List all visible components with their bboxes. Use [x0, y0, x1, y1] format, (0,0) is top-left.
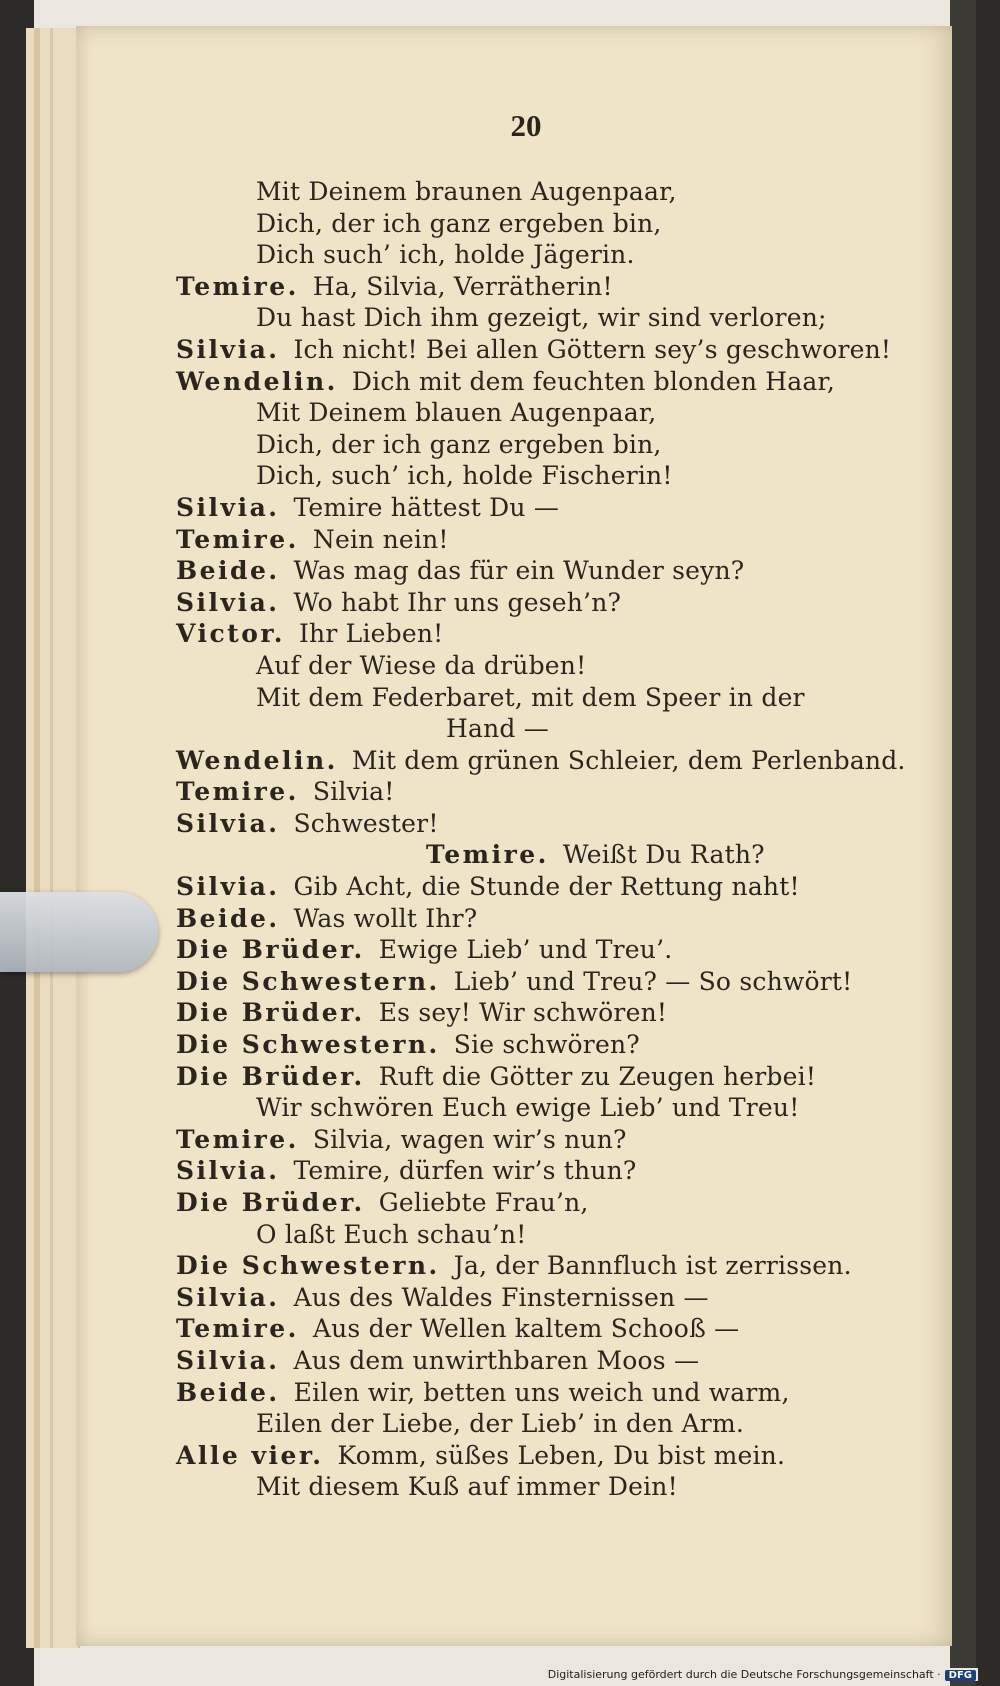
speaker-name: Alle vier. — [176, 1440, 324, 1470]
verse-text: Ihr Lieben! — [298, 619, 444, 649]
speaker-name: Temire. — [426, 840, 549, 870]
scan-background-far-right — [976, 0, 1000, 1686]
verse-text: Auf der Wiese da drüben! — [256, 650, 587, 680]
dialogue-text — [176, 176, 906, 1503]
text-line — [176, 1155, 906, 1187]
text-line — [176, 239, 906, 271]
text-line — [176, 1440, 906, 1472]
speaker-name: Die Brüder. — [176, 935, 365, 965]
text-line — [176, 1250, 906, 1282]
text-line — [176, 587, 906, 619]
verse-text: Mit dem Federbaret, mit dem Speer in der — [256, 682, 805, 712]
text-line — [176, 1061, 906, 1093]
text-line — [176, 871, 906, 903]
verse-text: Ha, Silvia, Verrätherin! — [312, 271, 613, 301]
verse-text: Dich, der ich ganz ergeben bin, — [256, 208, 662, 238]
speaker-name: Wendelin. — [176, 366, 338, 396]
text-line — [176, 745, 906, 777]
page-holder-tab — [0, 892, 158, 972]
verse-text: Wir schwören Euch ewige Lieb’ und Treu! — [256, 1093, 800, 1123]
verse-text: Mit Deinem blauen Augenpaar, — [256, 398, 657, 428]
text-line — [176, 997, 906, 1029]
text-line — [176, 397, 906, 429]
text-line — [176, 334, 906, 366]
speaker-name: Silvia. — [176, 872, 280, 902]
verse-text: Nein nein! — [312, 524, 449, 554]
text-line — [176, 1471, 906, 1503]
text-line — [176, 1219, 906, 1251]
text-line — [176, 1345, 906, 1377]
verse-text: Aus des Waldes Finsternissen — — [293, 1282, 709, 1312]
page-number: 20 — [510, 108, 542, 143]
speaker-name: Silvia. — [176, 334, 280, 364]
verse-text: Was mag das für ein Wunder seyn? — [293, 556, 745, 586]
speaker-name: Silvia. — [176, 1345, 280, 1375]
footer-credit — [546, 1668, 978, 1681]
speaker-name: Temire. — [176, 524, 299, 554]
speaker-name: Beide. — [176, 903, 280, 933]
verse-text: Dich, such’ ich, holde Fischerin! — [256, 461, 673, 491]
footer-text: Digitalisierung gefördert durch die Deutsche Forschungsgemeinschaft · — [547, 1668, 941, 1681]
verse-text: Hand — — [446, 714, 549, 744]
speaker-name: Die Brüder. — [176, 998, 365, 1028]
verse-text: Ja, der Bannfluch ist zerrissen. — [453, 1251, 852, 1281]
text-line — [176, 302, 906, 334]
verse-text: Mit diesem Kuß auf immer Dein! — [256, 1472, 678, 1502]
speaker-name: Die Schwestern. — [176, 1251, 440, 1281]
speaker-name: Temire. — [176, 1124, 299, 1154]
speaker-name: Victor. — [176, 619, 285, 649]
page-edges — [26, 28, 80, 1648]
text-line — [176, 776, 906, 808]
speaker-name: Wendelin. — [176, 745, 338, 775]
verse-text: Dich, der ich ganz ergeben bin, — [256, 429, 662, 459]
text-line — [176, 208, 906, 240]
text-line — [176, 460, 906, 492]
text-line — [176, 903, 906, 935]
verse-text: Was wollt Ihr? — [293, 903, 478, 933]
text-line — [176, 618, 906, 650]
speaker-name: Beide. — [176, 556, 280, 586]
speaker-name: Silvia. — [176, 587, 280, 617]
verse-text: Mit dem grünen Schleier, dem Perlenband. — [351, 745, 906, 775]
speaker-name: Die Schwestern. — [176, 1030, 440, 1060]
text-line — [176, 839, 906, 871]
text-line — [176, 966, 906, 998]
verse-text: Es sey! Wir schwören! — [378, 998, 668, 1028]
verse-text: Mit Deinem braunen Augenpaar, — [256, 177, 677, 206]
text-line — [176, 808, 906, 840]
verse-text: Gib Acht, die Stunde der Rettung naht! — [293, 872, 800, 902]
scan-background-right — [950, 0, 976, 1686]
verse-text: Du hast Dich ihm gezeigt, wir sind verloren; — [256, 303, 827, 333]
text-line — [176, 176, 906, 208]
text-line — [176, 366, 906, 398]
verse-text: Temire, dürfen wir’s thun? — [293, 1156, 637, 1186]
speaker-name: Silvia. — [176, 1156, 280, 1186]
text-line — [176, 271, 906, 303]
verse-text: Lieb’ und Treu? — So schwört! — [453, 966, 853, 996]
speaker-name: Silvia. — [176, 492, 280, 522]
text-line — [176, 1377, 906, 1409]
speaker-name: Temire. — [176, 777, 299, 807]
text-line — [176, 524, 906, 556]
verse-text: Ich nicht! Bei allen Göttern sey’s geschworen! — [293, 334, 892, 364]
verse-text: Ewige Lieb’ und Treu’. — [378, 935, 673, 965]
verse-text: Eilen wir, betten uns weich und warm, — [293, 1377, 790, 1407]
verse-text: Ruft die Götter zu Zeugen herbei! — [378, 1061, 817, 1091]
speaker-name: Temire. — [176, 1314, 299, 1344]
text-line — [176, 1282, 906, 1314]
speaker-name: Die Brüder. — [176, 1188, 365, 1217]
verse-text: Silvia! — [312, 777, 395, 807]
verse-text: Dich mit dem feuchten blonden Haar, — [351, 366, 836, 396]
verse-text: Sie schwören? — [453, 1030, 640, 1060]
dfg-logo: DFG — [945, 1670, 976, 1681]
speaker-name: Beide. — [176, 1377, 280, 1407]
verse-text: O laßt Euch schau’n! — [256, 1219, 527, 1249]
text-line — [176, 650, 906, 682]
verse-text: Aus dem unwirthbaren Moos — — [293, 1345, 700, 1375]
speaker-name: Temire. — [176, 271, 299, 301]
text-line — [176, 1408, 906, 1440]
verse-text: Aus der Wellen kaltem Schooß — — [312, 1314, 740, 1344]
verse-text: Geliebte Frau’n, — [378, 1188, 589, 1217]
text-line — [176, 1092, 906, 1124]
speaker-name: Silvia. — [176, 808, 280, 838]
text-line — [176, 429, 906, 461]
text-line — [176, 555, 906, 587]
verse-text: Schwester! — [293, 808, 439, 838]
text-line — [176, 1029, 906, 1061]
speaker-name: Silvia. — [176, 1282, 280, 1312]
verse-text: Temire hättest Du — — [293, 492, 560, 522]
text-line — [176, 934, 906, 966]
speaker-name: Die Schwestern. — [176, 966, 440, 996]
text-line — [176, 1313, 906, 1345]
text-line — [176, 1124, 906, 1156]
verse-text: Wo habt Ihr uns geseh’n? — [293, 587, 622, 617]
verse-text: Eilen der Liebe, der Lieb’ in den Arm. — [256, 1409, 744, 1439]
speaker-name: Die Brüder. — [176, 1061, 365, 1091]
verse-text: Dich such’ ich, holde Jägerin. — [256, 240, 635, 270]
text-line — [176, 682, 906, 714]
text-line — [176, 713, 906, 745]
verse-text: Silvia, wagen wir’s nun? — [312, 1124, 627, 1154]
verse-text: Komm, süßes Leben, Du bist mein. — [337, 1440, 786, 1470]
verse-text: Weißt Du Rath? — [562, 840, 765, 870]
text-line — [176, 1187, 906, 1219]
text-line — [176, 492, 906, 524]
